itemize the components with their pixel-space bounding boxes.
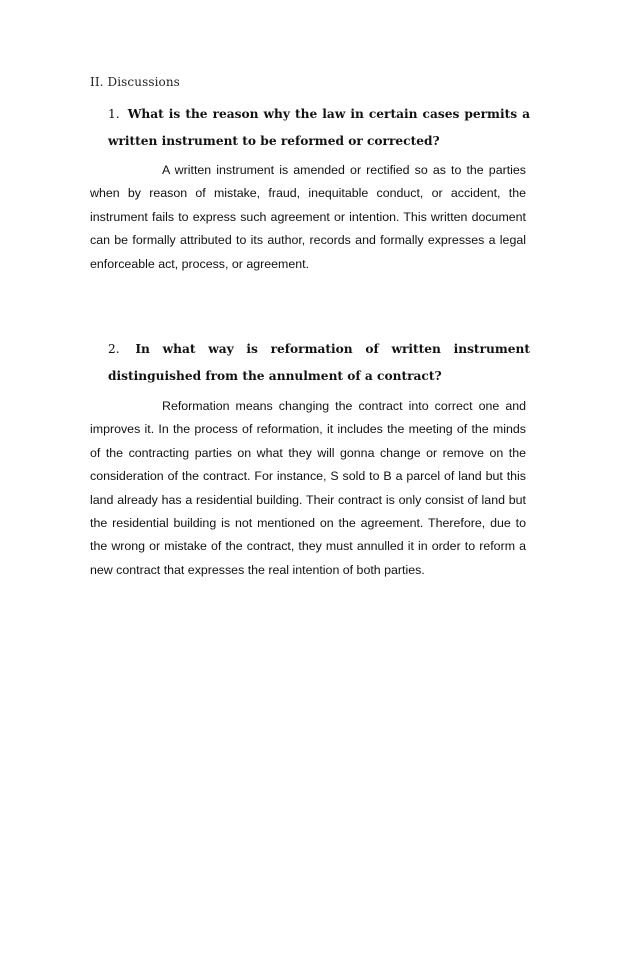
answer-2-paragraph: Reformation means changing the contract into correct one and improves it. In the process of reformation, it includes the meeting of the minds of the contracting parties on what they will gonna change or remove on the consideration of the contract. For instance, S sold to B a parcel of land but this land already has a residential building. Their contract is only consist of land but the residential building is not mentioned on the agreement. Therefore, due to the wrong or mistake of the contract, they must annulled it in order to reform a new contract that expresses the real intention of both parties. [90,399,526,577]
question-2 [108,336,530,390]
question-1-number: 1. [108,107,120,121]
question-1 [108,101,530,155]
question-2-text: In what way is reformation of written instrument distinguished from the annulment of a contract? [108,342,530,383]
answer-1-paragraph: A written instrument is amended or rectified so as to the parties when by reason of mistake, fraud, inequitable conduct, or accident, the instrument fails to express such agreement or intention. This written document can be formally attributed to its author, records and formally expresses a legal enforceable act, process, or agreement. [90,163,526,271]
section-heading: II. Discussions [90,75,180,89]
question-2-number: 2. [108,342,120,356]
question-1-text: What is the reason why the law in certain cases permits a written instrument to be reformed or corrected? [108,107,530,148]
